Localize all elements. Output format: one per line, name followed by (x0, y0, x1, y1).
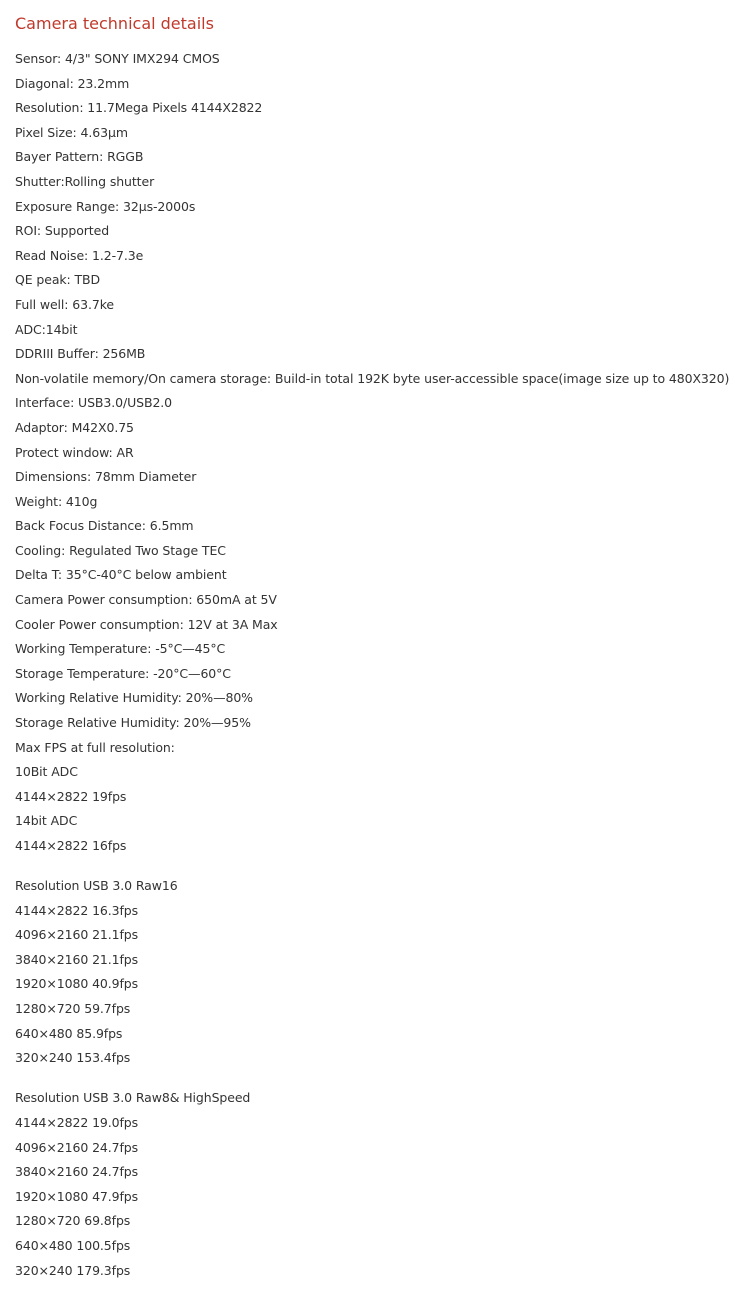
raw16-line: 4096×2160 21.1fps (15, 927, 139, 943)
raw16-line: 320×240 153.4fps (15, 1050, 131, 1066)
raw16-line: 1280×720 59.7fps (15, 1001, 131, 1017)
raw8-list (15, 1086, 746, 1283)
spec-line: Resolution: 11.7Mega Pixels 4144X2822 (15, 100, 263, 116)
spec-line: Delta T: 35°C-40°C below ambient (15, 567, 227, 583)
raw16-line: 1920×1080 40.9fps (15, 976, 139, 992)
raw16-line: 3840×2160 21.1fps (15, 951, 139, 967)
raw8-line: 3840×2160 24.7fps (15, 1164, 139, 1180)
spec-line: Cooler Power consumption: 12V at 3A Max (15, 616, 278, 632)
raw8-heading: Resolution USB 3.0 Raw8& HighSpeed (15, 1090, 251, 1106)
spec-line: Max FPS at full resolution: (15, 739, 175, 755)
spec-line: Working Relative Humidity: 20%—80% (15, 690, 253, 706)
spec-line: Working Temperature: -5°C—45°C (15, 641, 226, 657)
raw16-list (15, 874, 746, 1071)
spec-line: Adaptor: M42X0.75 (15, 419, 134, 435)
spec-line: Camera Power consumption: 650mA at 5V (15, 592, 277, 608)
spec-line: Diagonal: 23.2mm (15, 75, 130, 91)
spec-line: Sensor: 4/3" SONY IMX294 CMOS (15, 51, 220, 66)
spec-line: Back Focus Distance: 6.5mm (15, 518, 194, 534)
raw8-line: 640×480 100.5fps (15, 1237, 131, 1253)
spec-line: Weight: 410g (15, 493, 98, 509)
raw8-line: 1280×720 69.8fps (15, 1213, 131, 1229)
spec-list (15, 47, 746, 859)
spec-line: 4144×2822 16fps (15, 838, 127, 853)
spec-line: Read Noise: 1.2-7.3e (15, 247, 144, 263)
raw16-line: 640×480 85.9fps (15, 1025, 123, 1041)
spec-line: QE peak: TBD (15, 272, 101, 288)
spec-line: 10Bit ADC (15, 764, 78, 780)
raw8-line: 1920×1080 47.9fps (15, 1188, 139, 1204)
spec-line: Exposure Range: 32μs-2000s (15, 198, 196, 214)
spec-line: ROI: Supported (15, 223, 110, 239)
spec-line: Shutter:Rolling shutter (15, 173, 155, 189)
spec-line: Protect window: AR (15, 444, 134, 460)
raw8-line: 4096×2160 24.7fps (15, 1139, 139, 1155)
spec-line: ADC:14bit (15, 321, 78, 337)
spec-line: DDRIII Buffer: 256MB (15, 346, 146, 362)
raw8-line: 4144×2822 19.0fps (15, 1114, 139, 1130)
spec-line: 4144×2822 19fps (15, 788, 127, 804)
page-title: Camera technical details (15, 14, 214, 33)
spec-line: Dimensions: 78mm Diameter (15, 469, 197, 485)
raw16-line: 4144×2822 16.3fps (15, 902, 139, 918)
spec-line: 14bit ADC (15, 813, 78, 829)
spec-line: Full well: 63.7ke (15, 296, 115, 312)
spec-line: Storage Relative Humidity: 20%—95% (15, 715, 251, 731)
spec-line: Pixel Size: 4.63μm (15, 124, 128, 140)
spec-line: Interface: USB3.0/USB2.0 (15, 395, 173, 411)
section-spacer (15, 1071, 746, 1087)
spec-line: Storage Temperature: -20°C—60°C (15, 665, 231, 681)
spec-line: Bayer Pattern: RGGB (15, 149, 144, 165)
raw16-heading: Resolution USB 3.0 Raw16 (15, 878, 178, 894)
spec-line: Cooling: Regulated Two Stage TEC (15, 542, 226, 558)
spec-line: Non-volatile memory/On camera storage: Build-in total 192K byte user-accessible space(image size up to 480X320) (15, 370, 730, 386)
raw8-line: 320×240 179.3fps (15, 1262, 131, 1278)
section-spacer (15, 859, 746, 875)
